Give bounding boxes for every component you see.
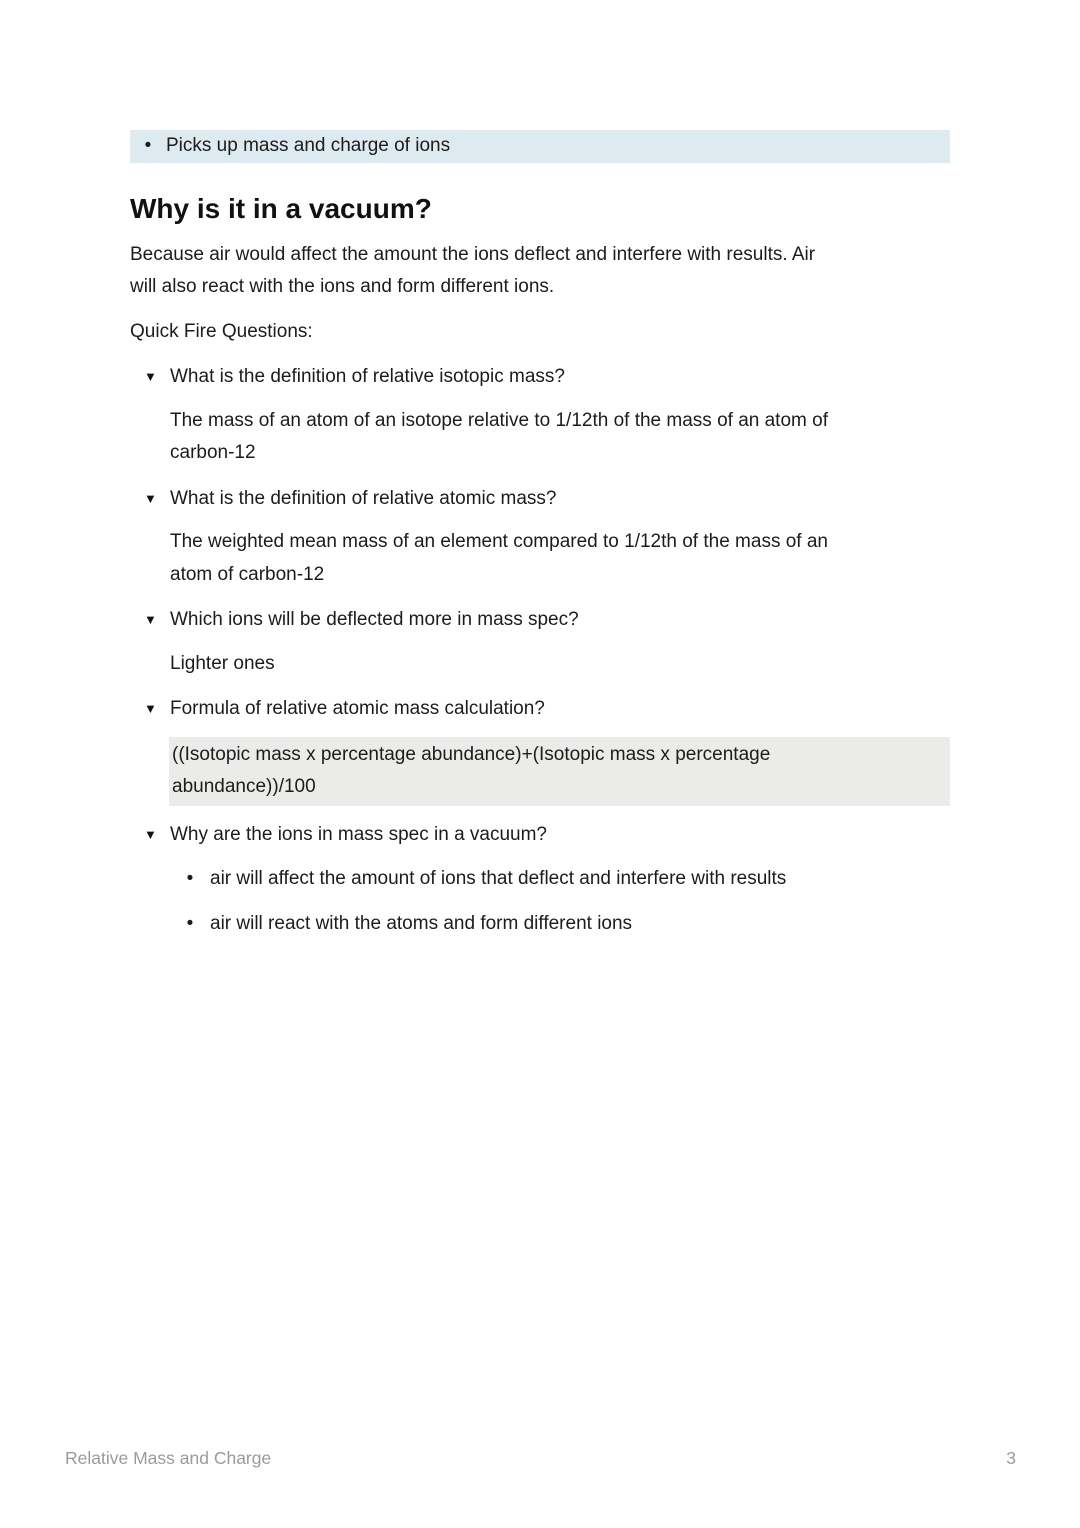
answer-line: abundance))/100 (172, 776, 316, 797)
toggle-answer-2 (170, 526, 950, 591)
page-footer (65, 1446, 1016, 1470)
toggle-question-3 (144, 604, 950, 637)
bullet-icon: • (186, 868, 194, 889)
bullet-text: air will react with the atoms and form different ions (210, 912, 633, 934)
toggle-triangle-icon: ▼ (144, 701, 157, 716)
toggle-question-text: Which ions will be deflected more in mass spec? (170, 609, 579, 630)
bullet-icon: • (144, 135, 152, 157)
footer-page-number: 3 (1006, 1448, 1016, 1468)
toggle-triangle-icon: ▼ (144, 490, 157, 506)
answer-line: carbon-12 (170, 442, 256, 463)
paragraph (130, 239, 950, 304)
toggle-question-2 (144, 483, 950, 516)
toggle-answer-5-bullet-1 (170, 863, 950, 896)
toggle-question-text: What is the definition of relative isotopic mass? (170, 366, 565, 387)
toggle-answer-3 (170, 648, 950, 681)
toggle-question-text: What is the definition of relative atomic mass? (170, 487, 557, 509)
highlighted-bullet-item (130, 130, 950, 163)
toggle-triangle-icon: ▼ (144, 612, 157, 627)
toggle-question-5 (144, 819, 950, 852)
toggle-question-text: Why are the ions in mass spec in a vacuum? (170, 823, 548, 845)
footer-document-title: Relative Mass and Charge (65, 1448, 272, 1468)
toggle-answer-5-bullet-2 (170, 908, 950, 941)
document-content (130, 130, 950, 940)
answer-line: The weighted mean mass of an element compared to 1/12th of the mass of an (170, 531, 828, 552)
toggle-triangle-icon: ▼ (144, 826, 157, 842)
paragraph-line: will also react with the ions and form different ions. (130, 276, 555, 297)
answer-line: atom of carbon-12 (170, 563, 325, 585)
quick-fire-label: Quick Fire Questions: (130, 320, 313, 342)
answer-line: The mass of an atom of an isotope relative to 1/12th of the mass of an atom of (170, 409, 828, 431)
toggle-answer-4-highlighted (169, 737, 950, 806)
toggle-question-4 (144, 693, 950, 726)
toggle-question-1 (144, 361, 950, 394)
toggle-triangle-icon: ▼ (144, 369, 157, 384)
answer-line: Lighter ones (170, 652, 275, 674)
bullet-icon: • (186, 912, 194, 934)
highlighted-bullet-text: Picks up mass and charge of ions (166, 135, 451, 156)
toggle-question-text: Formula of relative atomic mass calculation? (170, 698, 545, 719)
bullet-text: air will affect the amount of ions that deflect and interfere with results (210, 868, 787, 889)
toggle-answer-1 (170, 405, 950, 470)
section-heading: Why is it in a vacuum? (130, 192, 432, 224)
answer-line: ((Isotopic mass x percentage abundance)+(Isotopic mass x percentage (172, 743, 771, 765)
paragraph-line: Because air would affect the amount the ions deflect and interfere with results. Air (130, 243, 816, 265)
